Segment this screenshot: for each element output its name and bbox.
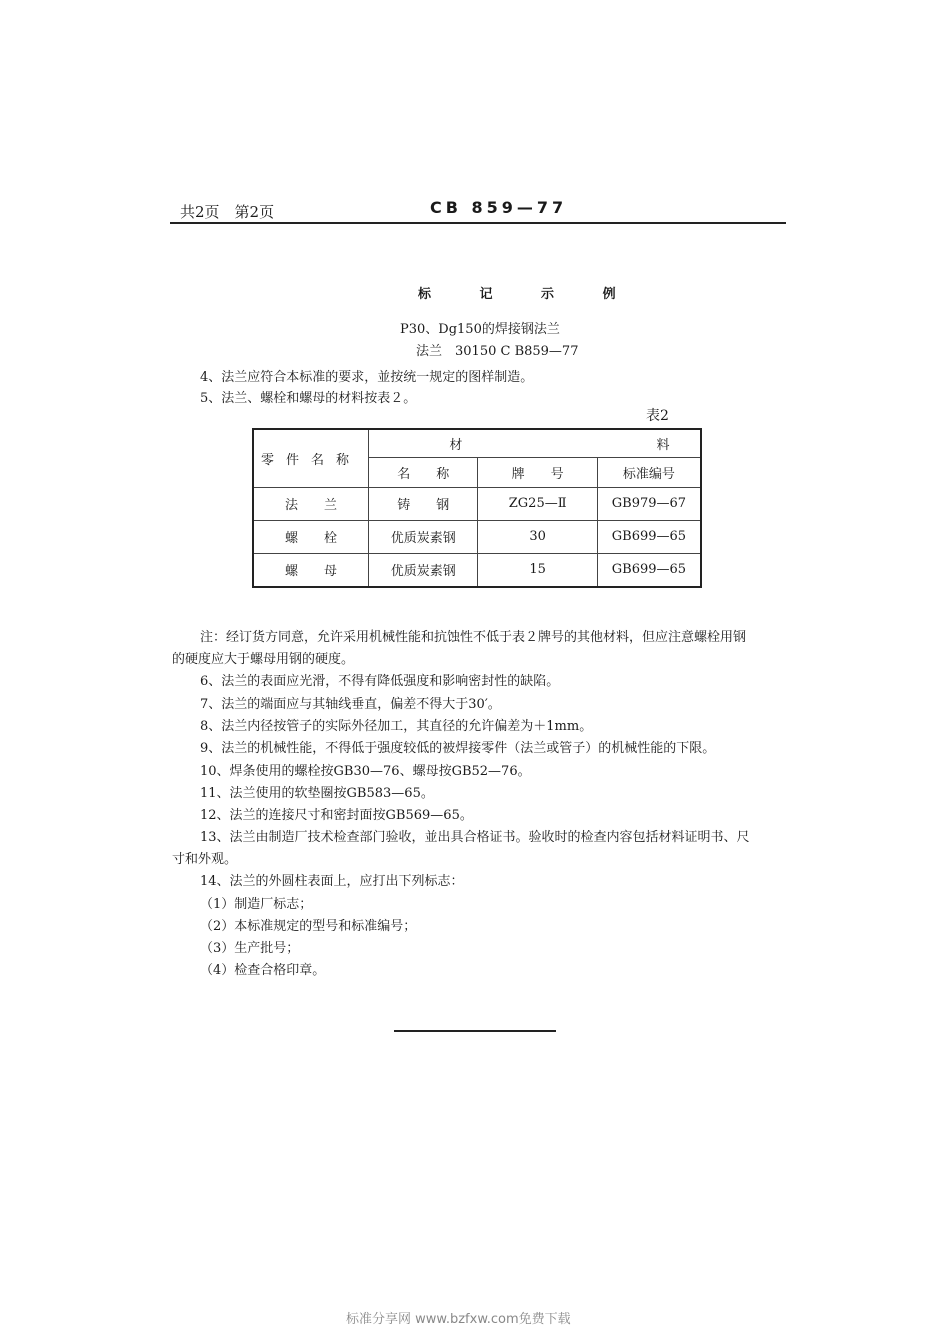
note-line-2: 的硬度应大于螺母用钢的硬度。 — [172, 652, 355, 667]
cell-grade: ZG25—Ⅱ — [478, 487, 597, 520]
end-rule — [394, 1030, 556, 1032]
item-11: 11、法兰使用的软垫圈按GB583—65。 — [200, 786, 434, 801]
item-13-cont: 寸和外观。 — [172, 852, 238, 867]
item-6: 6、法兰的表面应光滑，不得有降低强度和影响密封性的缺陷。 — [200, 674, 560, 689]
item-8: 8、法兰内径按管子的实际外径加工，其直径的允许偏差为＋1mm。 — [200, 719, 593, 734]
item-10: 10、焊条使用的螺栓按GB30—76、螺母按GB52—76。 — [200, 764, 531, 779]
item-14: 14、法兰的外圆柱表面上，应打出下列标志： — [200, 874, 464, 889]
table-label: 表2 — [646, 408, 669, 424]
header-std: 标准编号 — [597, 457, 701, 487]
mark-1: （1）制造厂标志； — [200, 897, 313, 912]
item-5: 5、法兰、螺栓和螺母的材料按表２。 — [200, 391, 417, 406]
item-9: 9、法兰的机械性能，不得低于强度较低的被焊接零件（法兰或管子）的机械性能的下限。 — [200, 741, 716, 756]
standard-code: CB 859—77 — [430, 198, 568, 217]
header-part-name: 零件名称 — [253, 429, 368, 487]
table-row — [253, 487, 701, 520]
cell-name: 优质炭素钢 — [368, 553, 478, 587]
item-13: 13、法兰由制造厂技术检查部门验收，並出具合格证书。验收时的检查内容包括材料证明书、尺 — [200, 830, 750, 845]
mark-4: （4）检查合格印章。 — [200, 963, 326, 978]
header-material — [368, 429, 701, 457]
footer-watermark: 标准分享网 www.bzfxw.com免费下载 — [346, 1312, 571, 1327]
note-line-1: 注：经订货方同意，允许采用机械性能和抗蚀性不低于表２牌号的其他材料，但应注意螺栓用钢 — [200, 630, 747, 645]
page-info: 共2页 第2页 — [180, 203, 275, 221]
cell-grade: 30 — [478, 520, 597, 553]
header-name: 名 称 — [368, 457, 478, 487]
materials-table — [252, 428, 702, 588]
cell-std: GB979—67 — [597, 487, 701, 520]
cell-name: 优质炭素钢 — [368, 520, 478, 553]
cell-name: 铸 钢 — [368, 487, 478, 520]
header-material-left: 材 — [449, 437, 463, 453]
table-row — [253, 520, 701, 553]
cell-part: 螺 母 — [253, 553, 368, 587]
item-4: 4、法兰应符合本标准的要求，並按统一规定的图样制造。 — [200, 370, 534, 385]
item-12: 12、法兰的连接尺寸和密封面按GB569—65。 — [200, 808, 473, 823]
cell-std: GB699—65 — [597, 553, 701, 587]
cell-part: 法 兰 — [253, 487, 368, 520]
header-material-right: 料 — [656, 437, 670, 453]
section-title: 标 记 示 例 — [418, 287, 638, 302]
example-line-2: 法兰 30150 C B859—77 — [416, 344, 579, 359]
cell-grade: 15 — [478, 553, 597, 587]
header-grade: 牌 号 — [478, 457, 597, 487]
item-7: 7、法兰的端面应与其轴线垂直，偏差不得大于30′。 — [200, 697, 501, 712]
cell-part: 螺 栓 — [253, 520, 368, 553]
table-row — [253, 553, 701, 587]
cell-std: GB699—65 — [597, 520, 701, 553]
header-rule — [170, 222, 786, 224]
mark-2: （2）本标准规定的型号和标准编号； — [200, 919, 417, 934]
mark-3: （3）生产批号； — [200, 941, 300, 956]
example-line-1: P30、Dg150的焊接钢法兰 — [400, 322, 560, 337]
